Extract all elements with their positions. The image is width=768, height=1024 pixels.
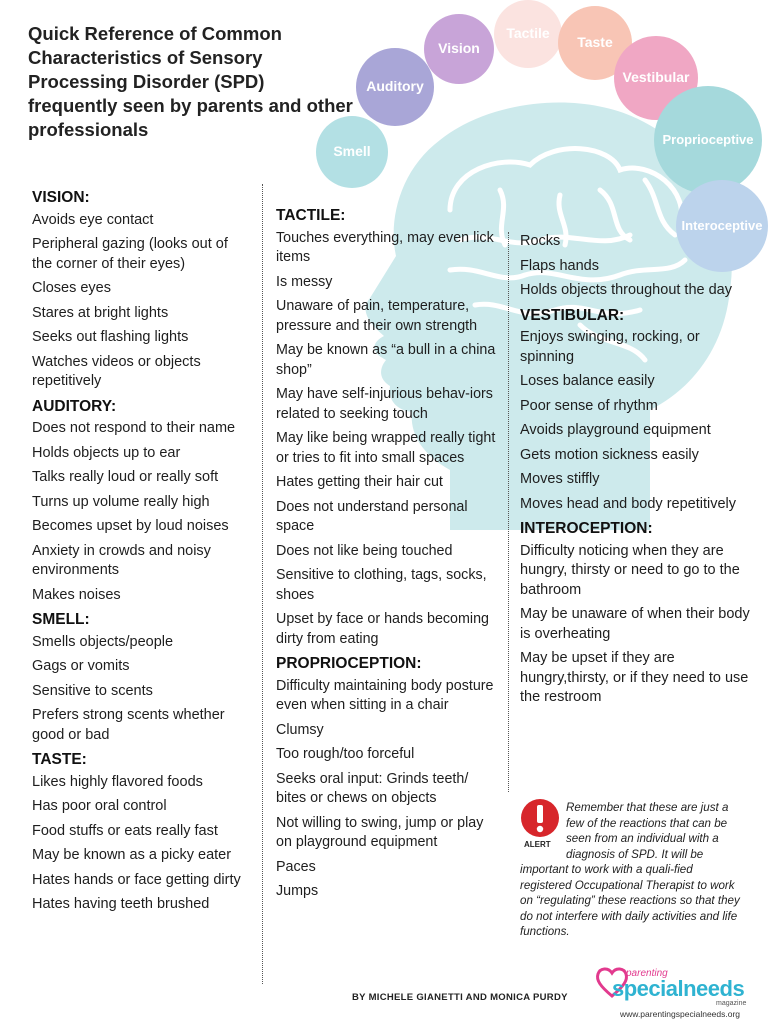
list-item: Smells objects/people bbox=[32, 633, 174, 650]
bubble-proprioceptive: Proprioceptive bbox=[654, 86, 762, 194]
list-item: Hates having teeth brushed bbox=[32, 896, 210, 912]
list-item: Likes highly flavored foods bbox=[32, 773, 203, 790]
alert-label: ALERT bbox=[524, 840, 551, 849]
logo-main: specialneeds bbox=[612, 976, 745, 1001]
list-item: Loses balance easily bbox=[520, 373, 655, 389]
bubble-auditory: Auditory bbox=[356, 48, 434, 126]
list-item: Holds objects throughout the day bbox=[520, 282, 732, 298]
column-3 bbox=[520, 232, 750, 713]
list-item: Rocks bbox=[520, 233, 561, 249]
list-item: Gets motion sickness easily bbox=[520, 446, 699, 463]
list-item: May be known as “a bull in a china shop” bbox=[276, 342, 496, 378]
list-item: Poor sense of rhythm bbox=[520, 397, 658, 414]
section-heading-taste: TASTE: bbox=[32, 751, 87, 768]
list-item: May like being wrapped really tight or tries to fit into small spaces bbox=[276, 430, 496, 466]
alert-float-spacer bbox=[520, 800, 566, 852]
list-item: Makes noises bbox=[32, 586, 121, 603]
list-item: Holds objects up to ear bbox=[32, 444, 181, 461]
list-item: Touches everything, may even lick items bbox=[276, 229, 494, 265]
list-item: Talks really loud or really soft bbox=[32, 469, 219, 485]
column-divider bbox=[262, 184, 263, 984]
section-heading-proprioception: PROPRIOCEPTION: bbox=[276, 655, 422, 672]
alert-note bbox=[520, 800, 745, 940]
list-item: May be upset if they are hungry,thirsty, or if they need to use the restroom bbox=[520, 650, 749, 705]
list-item: Is messy bbox=[276, 273, 333, 290]
list-item: Not willing to swing, jump or play on playground equipment bbox=[276, 814, 484, 850]
logo-url: www.parentingspecialneeds.org bbox=[620, 1009, 741, 1019]
list-item: Closes eyes bbox=[32, 280, 111, 296]
list-item: Sensitive to clothing, tags, socks, shoes bbox=[276, 567, 487, 603]
column-1 bbox=[32, 184, 252, 920]
list-item: Too rough/too forceful bbox=[276, 746, 415, 762]
bubble-tactile: Tactile bbox=[494, 0, 562, 68]
list-item: Does not respond to their name bbox=[32, 420, 236, 436]
list-item: Difficulty noticing when they are hungry, thirsty or need to go to the bathroom bbox=[520, 542, 740, 598]
list-item: Peripheral gazing (looks out of the corner of their eyes) bbox=[32, 236, 228, 272]
section-heading-vestibular: VESTIBULAR: bbox=[520, 306, 625, 324]
list-item: Turns up volume really high bbox=[32, 493, 210, 510]
list-item: Clumsy bbox=[276, 721, 324, 738]
byline: BY MICHELE GIANETTI AND MONICA PURDY bbox=[352, 992, 568, 1003]
list-item: Unaware of pain, temperature, pressure and their own strength bbox=[276, 298, 478, 334]
bubble-vision: Vision bbox=[424, 14, 494, 84]
list-item: Flaps hands bbox=[520, 257, 599, 274]
list-item: Gags or vomits bbox=[32, 658, 130, 674]
list-item: Enjoys swinging, rocking, or spinning bbox=[520, 329, 700, 365]
list-item: Seeks oral input: Grinds teeth/ bites or chews on objects bbox=[276, 770, 469, 806]
logo-top: parenting bbox=[626, 968, 668, 979]
list-item: Moves stiffly bbox=[520, 471, 600, 487]
column-divider bbox=[508, 232, 509, 792]
section-heading-tactile: TACTILE: bbox=[276, 207, 346, 224]
section-heading-smell: SMELL: bbox=[32, 611, 90, 628]
alert-text: Remember that these are just a few of the reactions that can be seen from an individual with a diagnosis of SPD. It will be important to work with a quali-fied registered Occupational Therapist to work on “regulating” these reactions so that they do not interfere with daily activities and life functions. bbox=[520, 801, 740, 938]
list-item: Difficulty maintaining body posture even when sitting in a chair bbox=[276, 677, 494, 713]
list-item: Prefers strong scents whether good or bad bbox=[32, 707, 225, 743]
list-item: Seeks out flashing lights bbox=[32, 329, 189, 345]
list-item: Anxiety in crowds and noisy environments bbox=[32, 542, 211, 578]
bubble-taste: Taste bbox=[558, 6, 632, 80]
bubble-interoceptive: Interoceptive bbox=[676, 180, 768, 272]
section-heading-vision: VISION: bbox=[32, 189, 90, 206]
list-item: Stares at bright lights bbox=[32, 304, 169, 321]
list-item: Hates hands or face getting dirty bbox=[32, 871, 241, 888]
list-item: Food stuffs or eats really fast bbox=[32, 822, 218, 839]
list-item: May be known as a picky eater bbox=[32, 847, 232, 863]
logo-sub: magazine bbox=[716, 1000, 747, 1007]
list-item: Does not like being touched bbox=[276, 542, 453, 559]
column-2 bbox=[276, 202, 498, 907]
list-item: Avoids eye contact bbox=[32, 211, 154, 228]
bubble-smell: Smell bbox=[316, 116, 388, 188]
list-item: Moves head and body repetitively bbox=[520, 495, 737, 512]
section-heading-interoception: INTEROCEPTION: bbox=[520, 520, 653, 537]
bubble-vestibular: Vestibular bbox=[614, 36, 698, 120]
list-item: Sensitive to scents bbox=[32, 682, 153, 699]
list-item: Does not understand personal space bbox=[276, 498, 468, 534]
list-item: May have self-injurious behav-iors related to seeking touch bbox=[276, 386, 493, 422]
page-title: Quick Reference of Common Characteristics of Sensory Processing Disorder (SPD) frequently seen by parents and other professionals bbox=[28, 23, 353, 140]
list-item: Avoids playground equipment bbox=[520, 422, 711, 438]
list-item: Jumps bbox=[276, 883, 319, 899]
list-item: Has poor oral control bbox=[32, 798, 167, 814]
list-item: Paces bbox=[276, 858, 316, 875]
list-item: Hates getting their hair cut bbox=[276, 474, 443, 490]
list-item: Watches videos or objects repetitively bbox=[32, 353, 201, 389]
list-item: May be unaware of when their body is overheating bbox=[520, 606, 750, 642]
list-item: Upset by face or hands becoming dirty from eating bbox=[276, 611, 489, 647]
section-heading-auditory: AUDITORY: bbox=[32, 397, 117, 415]
list-item: Becomes upset by loud noises bbox=[32, 518, 229, 534]
